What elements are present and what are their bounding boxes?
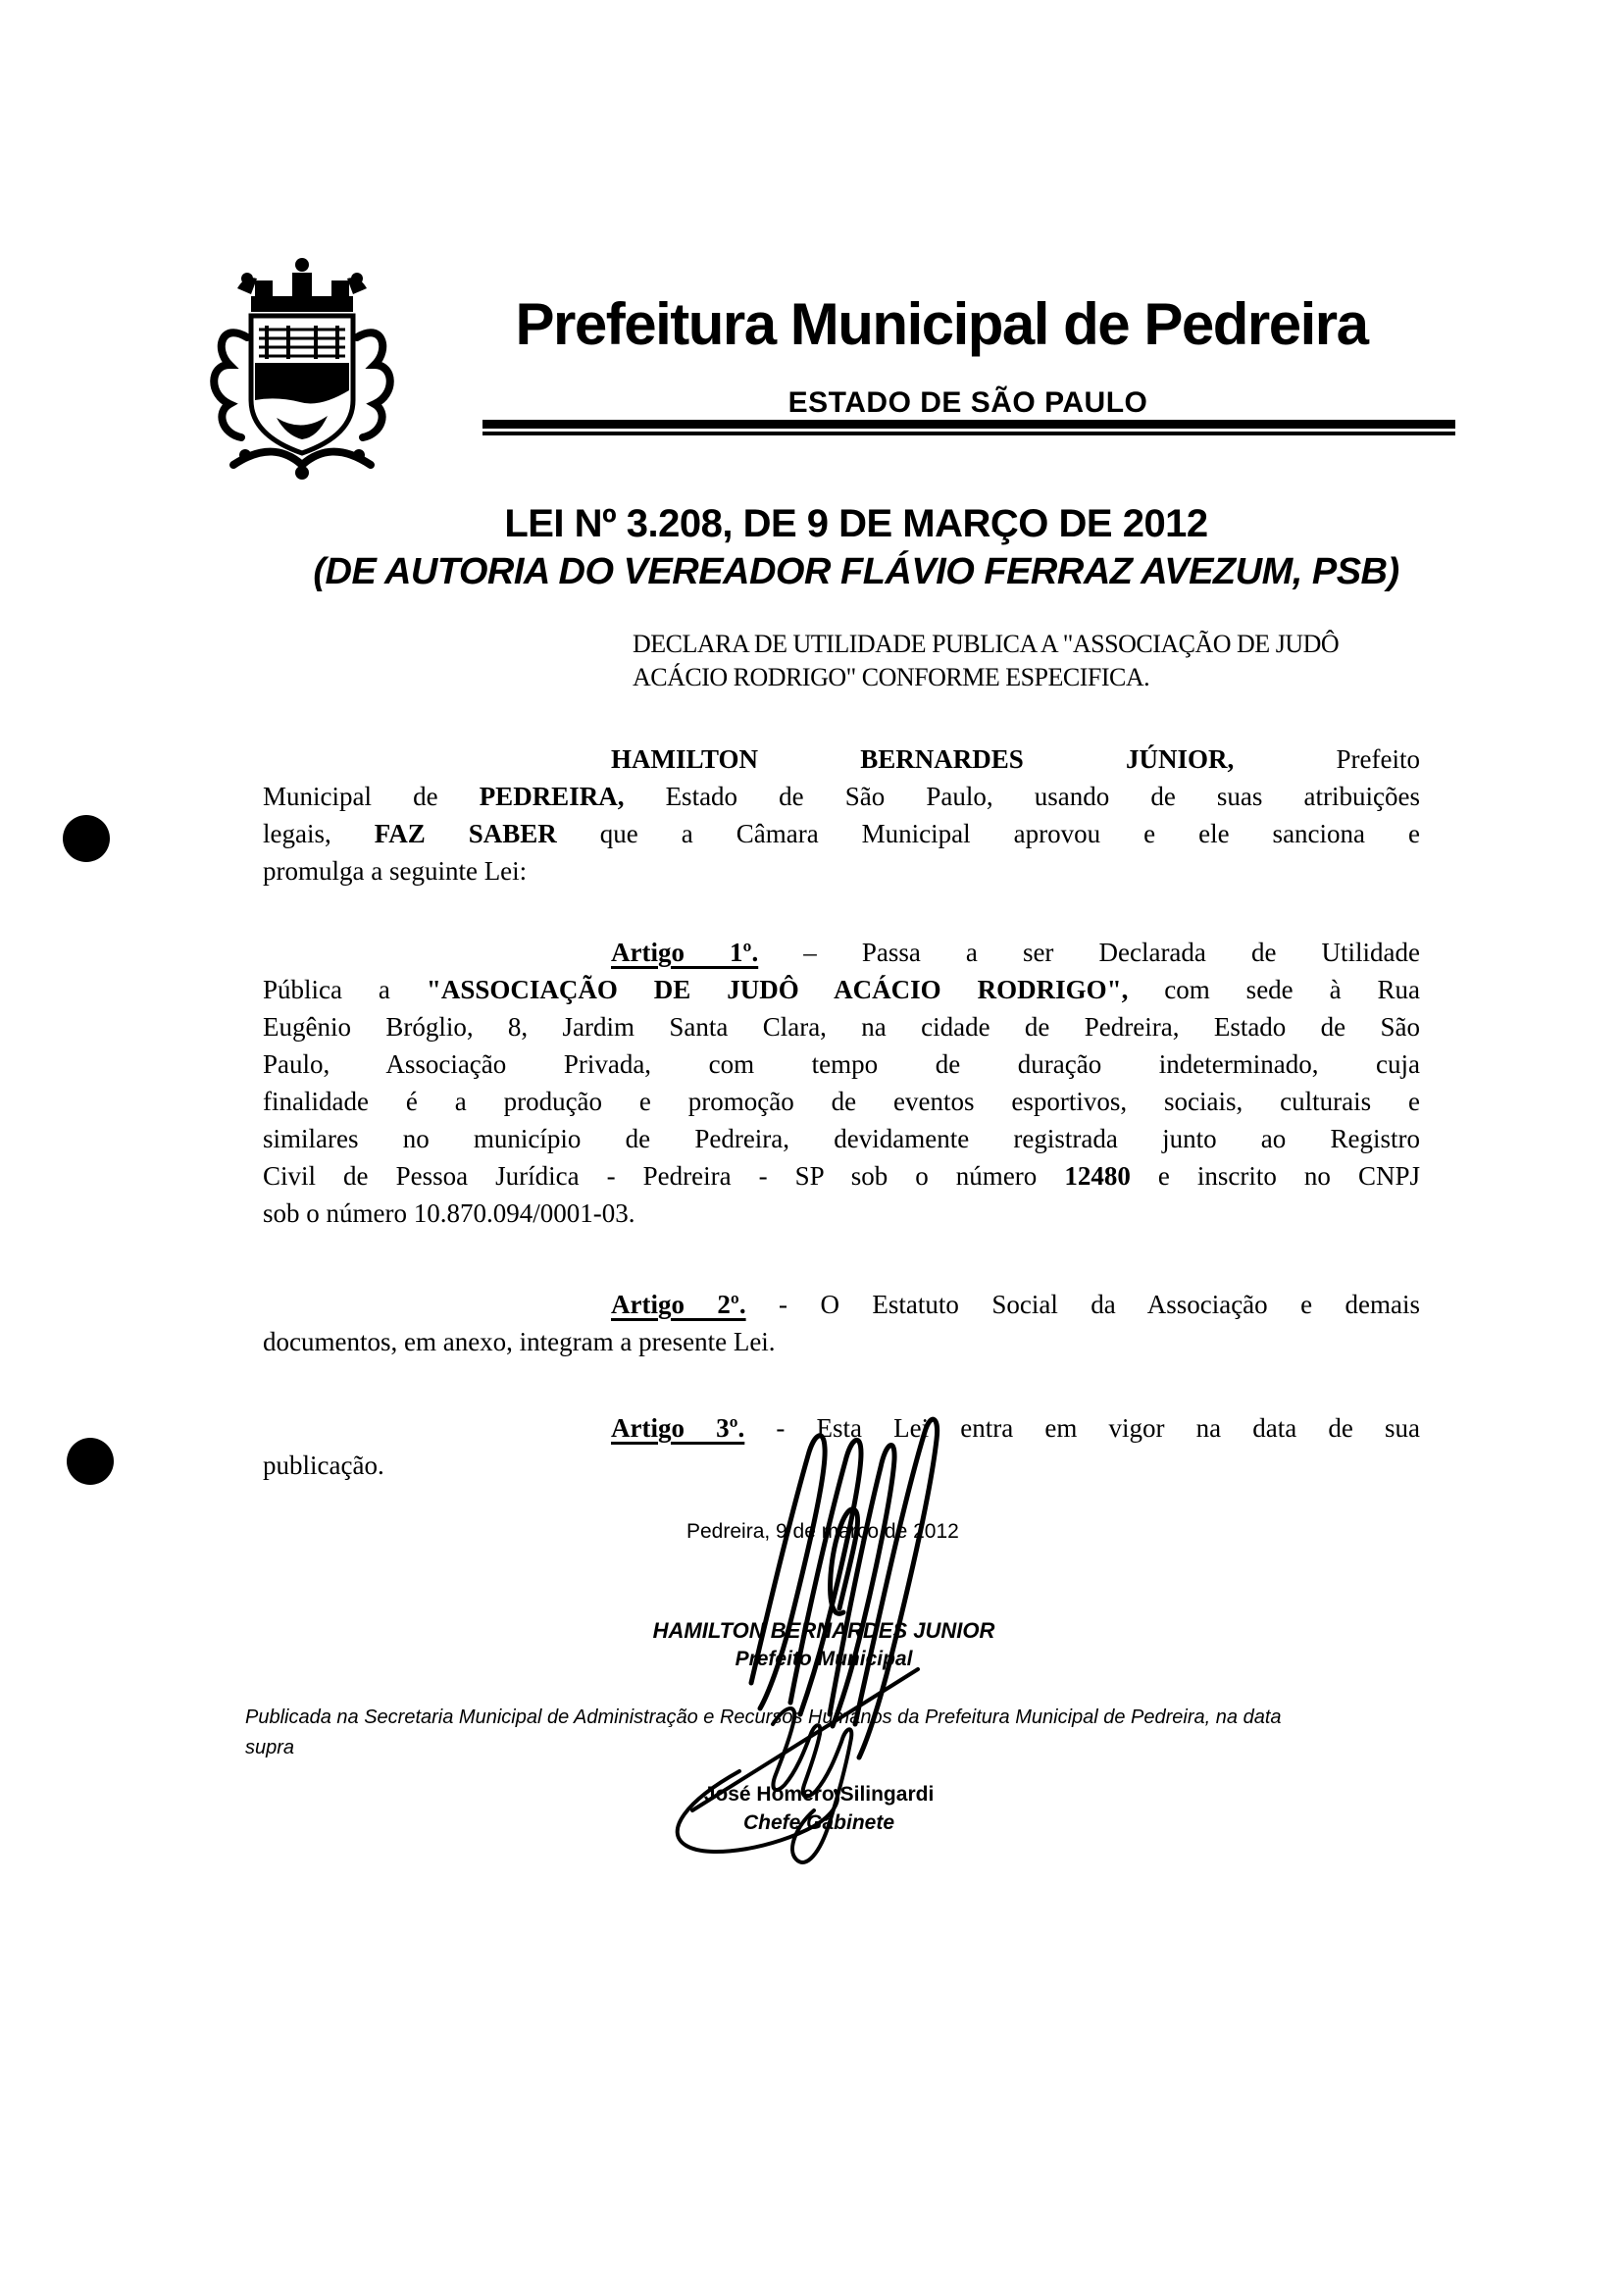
header-rule <box>482 420 1455 435</box>
law-summary <box>633 628 1407 694</box>
pedreira-coat-of-arms-icon <box>194 253 410 503</box>
text-line: DECLARA DE UTILIDADE PUBLICA A "ASSOCIAÇÃO DE JUDÔ <box>633 630 1340 658</box>
text-line: Civil de Pessoa Jurídica - Pedreira - SP sob o número 12480 e inscrito no CNPJ <box>263 1161 1420 1191</box>
law-article-1 <box>263 934 1420 1232</box>
text-line: Artigo 1º. – Passa a ser Declarada de Utilidade <box>611 938 1420 967</box>
chief-of-staff-role: Chefe Gabinete <box>742 1811 895 1834</box>
text-line: HAMILTON BERNARDES JÚNIOR, Prefeito <box>611 744 1420 774</box>
text-line: sob o número 10.870.094/0001-03. <box>263 1198 635 1228</box>
law-body <box>263 740 1420 1484</box>
punch-hole-top <box>63 815 110 862</box>
punch-hole-bottom <box>67 1438 114 1485</box>
publication-note <box>245 1703 1402 1763</box>
chief-of-staff-name: José Homero Silingardi <box>703 1783 935 1806</box>
text-line: Eugênio Bróglio, 8, Jardim Santa Clara, na cidade de Pedreira, Estado de São <box>263 1012 1420 1042</box>
text-line: Municipal de PEDREIRA, Estado de São Paulo, usando de suas atribuições <box>263 782 1420 811</box>
text-line: similares no município de Pedreira, devidamente registrada junto ao Registro <box>263 1124 1420 1153</box>
law-article-3 <box>263 1409 1420 1484</box>
mayor-role: Prefeito Municipal <box>735 1648 913 1670</box>
law-authorship: (DE AUTORIA DO VEREADOR FLÁVIO FERRAZ AVEZUM, PSB) <box>313 551 1399 592</box>
state-name: ESTADO DE SÃO PAULO <box>787 386 1148 419</box>
chief-of-staff-signature-block <box>647 1780 990 1837</box>
signature-date-line: Pedreira, 9 de março de 2012 <box>686 1520 959 1543</box>
text-line: publicação. <box>263 1451 384 1480</box>
law-article-2 <box>263 1286 1420 1360</box>
publication-note-line1: Publicada na Secretaria Municipal de Administração e Recursos Humanos da Prefeitura Municipal de Pedreira, na data <box>245 1706 1282 1728</box>
header-rule-thick <box>482 420 1455 429</box>
text-line: ACÁCIO RODRIGO" CONFORME ESPECIFICA. <box>633 663 1150 691</box>
law-preamble <box>263 740 1420 890</box>
mayor-signature-block <box>628 1616 1020 1673</box>
text-line: finalidade é a produção e promoção de eventos esportivos, sociais, culturais e <box>263 1087 1420 1116</box>
law-title: LEI Nº 3.208, DE 9 DE MARÇO DE 2012 <box>504 502 1208 545</box>
text-line: promulga a seguinte Lei: <box>263 856 528 886</box>
text-line: legais, FAZ SABER que a Câmara Municipal aprovou e ele sanciona e <box>263 819 1421 848</box>
law-title-block <box>88 498 1624 594</box>
text-line: Paulo, Associação Privada, com tempo de duração indeterminado, cuja <box>263 1049 1420 1079</box>
text-line: Pública a "ASSOCIAÇÃO DE JUDÔ ACÁCIO RODRIGO", com sede à Rua <box>263 975 1420 1004</box>
mayor-name: HAMILTON BERNARDES JUNIOR <box>652 1618 995 1643</box>
publication-note-line2: supra <box>245 1737 295 1758</box>
text-line: Artigo 2º. - O Estatuto Social da Associação e demais <box>611 1290 1421 1319</box>
text-line: documentos, em anexo, integram a presente Lei. <box>263 1327 776 1356</box>
municipality-name: Prefeitura Municipal de Pedreira <box>515 291 1368 357</box>
text-line: Artigo 3º. - Esta Lei entra em vigor na data de sua <box>611 1413 1420 1443</box>
header-rule-thin <box>482 432 1455 435</box>
